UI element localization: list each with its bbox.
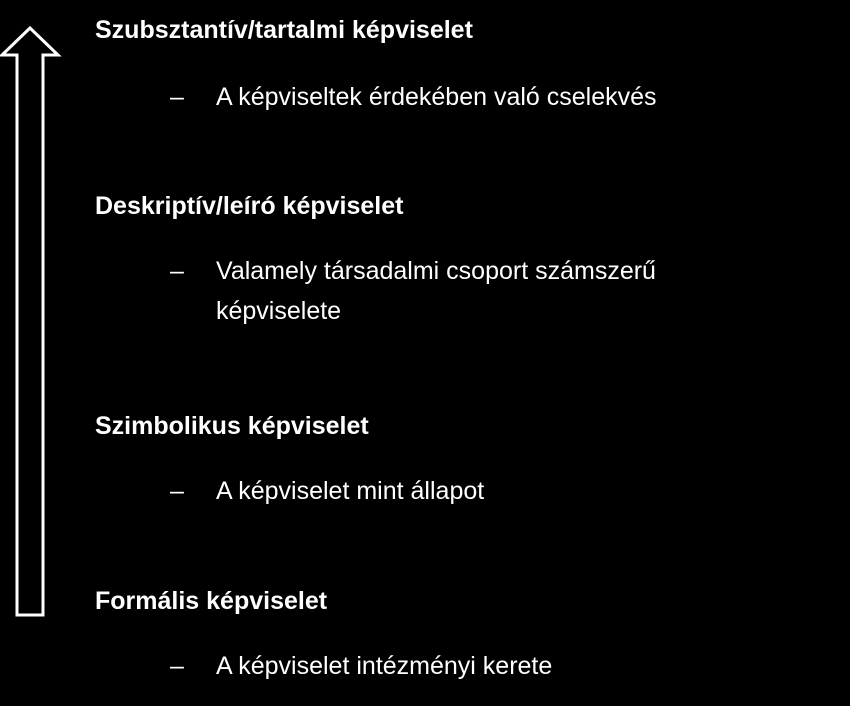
- level-item-text: A képviseltek érdekében való cselekvés: [216, 83, 657, 111]
- level-title: Szimbolikus képviselet: [95, 412, 369, 440]
- level-item: [95, 77, 835, 117]
- level-item: [95, 471, 835, 511]
- dash-bullet: –: [170, 652, 184, 680]
- level-title: Formális képviselet: [95, 587, 328, 615]
- level-item: [95, 646, 835, 686]
- level-item-text: A képviselet intézményi kerete: [216, 652, 553, 680]
- dash-bullet: –: [170, 83, 184, 111]
- level-substantive: [95, 15, 835, 111]
- dash-bullet: –: [170, 477, 184, 505]
- level-item-text: A képviselet mint állapot: [216, 477, 485, 505]
- level-title: Szubsztantív/tartalmi képviselet: [95, 16, 473, 44]
- up-arrow-icon: [0, 0, 70, 706]
- level-title: Deskriptív/leíró képviselet: [95, 192, 404, 220]
- level-item-text: Valamely társadalmi csoport számszerű képviselete: [216, 257, 656, 325]
- level-formal: [95, 586, 835, 680]
- dash-bullet: –: [170, 257, 184, 285]
- level-symbolic: [95, 411, 835, 505]
- level-descriptive: [95, 191, 835, 325]
- level-item: [95, 251, 835, 331]
